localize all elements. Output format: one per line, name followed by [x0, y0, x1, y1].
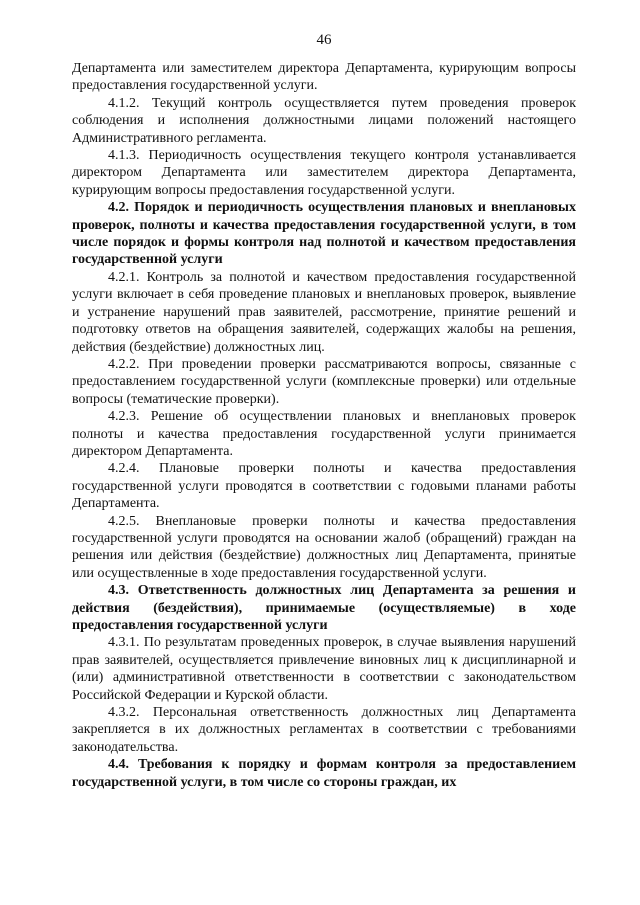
body-paragraph: 4.3.1. По результатам проведенных проверок, в случае выявления нарушений прав заявителей, осуществляется привлечение виновных лиц к дисциплинарной и (или) административной ответственности в соответствии с законодательством Российской Федерации и Курской области.: [72, 635, 576, 703]
body-paragraph: 4.2.4. Плановые проверки полноты и качества предоставления государственной услуги проводятся в соответствии с годовыми планами работы Департамента.: [72, 461, 576, 512]
section-heading: 4.4. Требования к порядку и формам контроля за предоставлением государственной услуги, в том числе со стороны граждан, их: [72, 757, 576, 790]
section-heading: 4.3. Ответственность должностных лиц Департамента за решения и действия (бездействия), принимаемые (осуществляемые) в ходе предоставления государственной услуги: [72, 583, 576, 633]
body-paragraph: 4.2.5. Внеплановые проверки полноты и качества предоставления государственной услуги проводятся на основании жалоб (обращений) граждан на решения или действия (бездействие) должностных лиц Департамента, принятые или осуществленные в ходе предоставления государственной услуги.: [72, 513, 576, 581]
body-paragraph: 4.1.2. Текущий контроль осуществляется путем проведения проверок соблюдения и исполнения должностными лицами положений настоящего Административного регламента.: [72, 95, 576, 146]
body-paragraph: 4.1.3. Периодичность осуществления текущего контроля устанавливается директором Департамента или заместителем директора Департамента, курирующим вопросы предоставления государственной услуги.: [72, 148, 576, 198]
body-paragraph: 4.2.3. Решение об осуществлении плановых и внеплановых проверок полноты и качества предоставления государственной услуги принимается директором Департамента.: [72, 409, 576, 459]
page-number: 46: [316, 32, 332, 48]
body-paragraph: Департамента или заместителем директора Департамента, курирующим вопросы предоставления государственной услуги.: [72, 61, 576, 94]
body-paragraph: 4.2.1. Контроль за полнотой и качеством предоставления государственной услуги включает в себя проведение плановых и внеплановых проверок, выявление и устранение нарушений прав заявителей, рассмотрение, принятие решений и подготовку ответов на обращения заявителей, содержащих жалобы на решения, действия (бездействие) должностных лиц.: [72, 269, 576, 355]
body-paragraph: 4.3.2. Персональная ответственность должностных лиц Департамента закрепляется в их должностных регламентах в соответствии с требованиями законодательства.: [72, 705, 576, 755]
document-body: [72, 60, 576, 791]
section-heading: 4.2. Порядок и периодичность осуществления плановых и внеплановых проверок, полноты и качества предоставления государственной услуги, в том числе порядок и формы контроля над полнотой и качеством предоставления государственной услуги: [72, 200, 576, 268]
body-paragraph: 4.2.2. При проведении проверки рассматриваются вопросы, связанные с предоставлением государственной услуги (комплексные проверки) или отдельные вопросы (тематические проверки).: [72, 356, 576, 407]
